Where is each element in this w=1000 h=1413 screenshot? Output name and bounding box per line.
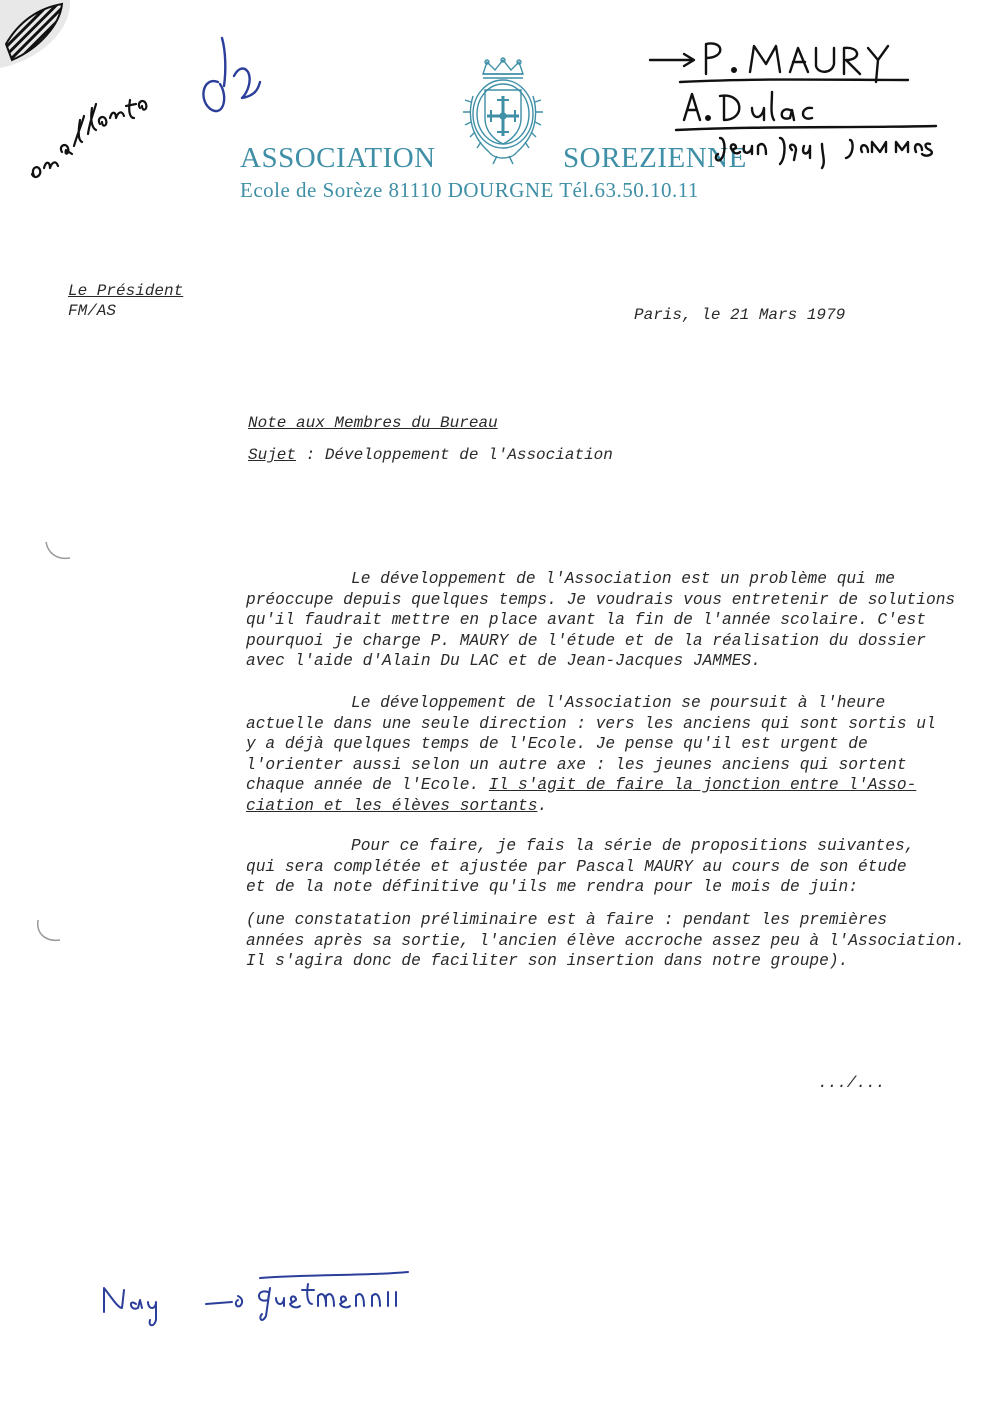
subject-text: : Développement de l'Association <box>296 446 613 464</box>
letterhead-name-right: SOREZIENNE <box>563 142 747 174</box>
body-line <box>246 775 986 796</box>
body-line: pourquoi je charge P. MAURY de l'étude et de la réalisation du dossier <box>246 631 926 650</box>
body-line: et de la note définitive qu'ils me rendra pour le mois de juin: <box>246 878 858 896</box>
body-line: Pour ce faire, je fais la série de propositions suivantes, <box>351 837 915 855</box>
body-line: ciation et les élèves sortants. <box>246 796 548 815</box>
body-paragraph-3 <box>246 836 986 898</box>
sender-title: Le Président <box>68 282 184 300</box>
body-paragraph-4 <box>246 910 986 972</box>
continuation-mark: .../... <box>818 1074 886 1092</box>
body-line: préoccupe depuis quelques temps. Je voudrais vous entretenir de solutions <box>246 590 956 609</box>
body-line: actuelle dans une seule direction : vers les anciens qui sont sortis ul <box>246 714 936 733</box>
note-heading: Note aux Membres du Bureau <box>248 414 498 432</box>
punch-hole-mark <box>30 914 70 948</box>
body-line: Le développement de l'Association est un problème qui me <box>351 570 895 588</box>
sender-reference: FM/AS <box>68 302 117 320</box>
handwritten-note-maury-questionnaire <box>96 1268 436 1338</box>
subject-label: Sujet <box>248 446 297 464</box>
letterhead-name-left: ASSOCIATION <box>240 142 436 174</box>
body-line: Il s'agira donc de faciliter son insertion dans notre groupe). <box>246 952 849 970</box>
body-line: y a déjà quelques temps de l'Ecole. Je pense qu'il est urgent de <box>246 735 868 753</box>
corner-staple-mark <box>0 0 80 80</box>
subject-line <box>248 446 613 464</box>
body-line: avec l'aide d'Alain Du LAC et de Jean-Jacques JAMMES. <box>246 652 761 670</box>
body-paragraph-1 <box>246 569 986 672</box>
letterhead-address: Ecole de Sorèze 81110 DOURGNE Tél.63.50.10.11 <box>240 178 699 202</box>
body-line: qu'il faudrait mettre en place avant la fin de l'année scolaire. C'est <box>246 611 926 629</box>
handwritten-note-en-attente <box>22 80 162 190</box>
body-line: qui sera complétée et ajustée par Pascal MAURY au cours de son étude <box>246 857 907 876</box>
punch-hole-mark <box>40 536 80 566</box>
body-text: chaque année de l'Ecole. <box>246 776 480 794</box>
body-line: l'orienter aussi selon un autre axe : les jeunes anciens qui sortent <box>246 755 907 774</box>
underlined-text: ciation et les élèves sortants <box>246 796 538 815</box>
handwritten-initials <box>188 32 268 122</box>
body-line: années après sa sortie, l'ancien élève accroche assez peu à l'Association. <box>246 931 965 950</box>
handwritten-recipients <box>640 34 940 174</box>
association-crest-logo <box>453 56 553 166</box>
letter-date: Paris, le 21 Mars 1979 <box>634 306 846 324</box>
body-line: Le développement de l'Association se poursuit à l'heure <box>351 694 886 712</box>
underlined-text: Il s'agit de faire la jonction entre l'Asso- <box>488 776 917 794</box>
body-line: (une constatation préliminaire est à faire : pendant les premières <box>246 911 888 929</box>
body-paragraph-2 <box>246 693 986 816</box>
